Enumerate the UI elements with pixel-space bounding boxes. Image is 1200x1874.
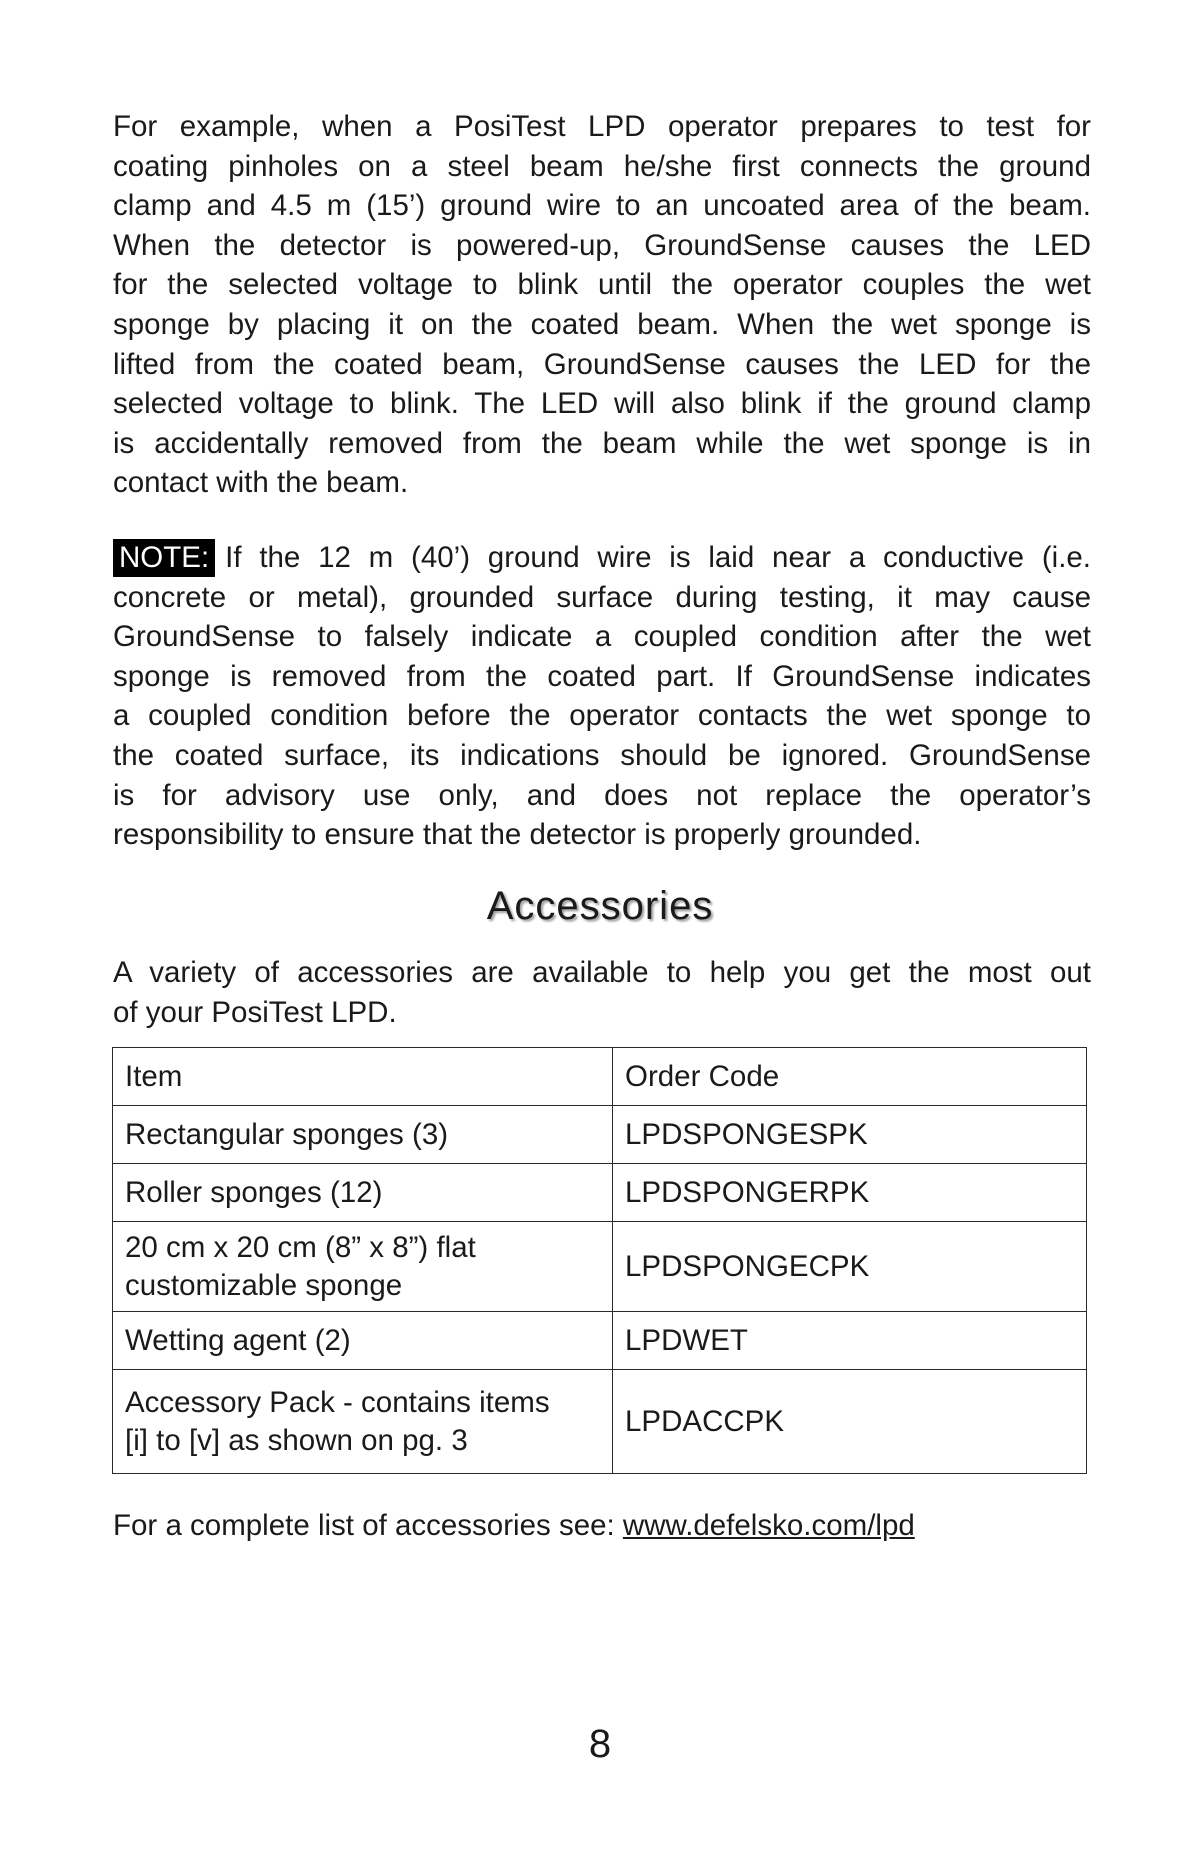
accessories-table [112, 1047, 1087, 1474]
table-row [113, 1222, 1087, 1312]
order-code-cell: LPDSPONGESPK [613, 1106, 1087, 1164]
note-line: responsibility to ensure that the detector is properly grounded. [113, 818, 922, 852]
item-name: Rectangular sponges (3) [125, 1117, 449, 1151]
paragraph-line: clamp and 4.5 m (15’) ground wire to an uncoated area of the beam. [113, 189, 1091, 223]
paragraph-line: for the selected voltage to blink until the operator couples the wet [113, 268, 1091, 302]
note-line: sponge is removed from the coated part. If GroundSense indicates [113, 659, 1091, 693]
header-item: Item [113, 1048, 613, 1106]
section-heading-accessories: Accessories [486, 884, 714, 928]
note-line: GroundSense to falsely indicate a coupled condition after the wet [113, 620, 1091, 654]
order-code-cell: LPDWET [613, 1312, 1087, 1370]
note-line: a coupled condition before the operator contacts the wet sponge to [113, 699, 1091, 733]
item-cell [113, 1312, 613, 1370]
order-code-cell: LPDACCPK [613, 1370, 1087, 1474]
table-row [113, 1370, 1087, 1474]
item-cell [113, 1222, 613, 1312]
table-row [113, 1106, 1087, 1164]
item-cell [113, 1370, 613, 1474]
note-first-line [113, 538, 1091, 578]
order-code-cell: LPDSPONGERPK [613, 1164, 1087, 1222]
table-header-row [113, 1048, 1087, 1106]
note-line: is for advisory use only, and does not replace the operator’s [113, 778, 1091, 812]
paragraph-line: For example, when a PosiTest LPD operator prepares to test for [113, 110, 1091, 143]
paragraph-line: coating pinholes on a steel beam he/she first connects the ground [113, 149, 1091, 183]
accessories-footer [113, 1506, 915, 1546]
item-name-cont: customizable sponge [125, 1268, 403, 1302]
example-paragraph [113, 107, 1091, 503]
table-row [113, 1312, 1087, 1370]
paragraph-line: When the detector is powered-up, GroundSense causes the LED [113, 228, 1091, 262]
page-number: 8 [588, 1722, 612, 1766]
item-name: Roller sponges (12) [125, 1175, 383, 1209]
item-name-cont: [i] to [v] as shown on pg. 3 [125, 1423, 468, 1457]
paragraph-line: lifted from the coated beam, GroundSense causes the LED for the [113, 347, 1091, 381]
header-order-code: Order Code [613, 1048, 1087, 1106]
note-paragraph [113, 538, 1091, 855]
order-code-cell: LPDSPONGECPK [613, 1222, 1087, 1312]
item-name: Accessory Pack - contains items [125, 1385, 550, 1419]
note-line: the coated surface, its indications should be ignored. GroundSense [113, 738, 1091, 772]
note-line: concrete or metal), grounded surface during testing, it may cause [113, 580, 1091, 614]
defelsko-link[interactable]: www.defelsko.com/lpd [622, 1509, 915, 1542]
item-cell [113, 1164, 613, 1222]
table-row [113, 1164, 1087, 1222]
item-cell [113, 1106, 613, 1164]
intro-line: of your PosiTest LPD. [113, 995, 397, 1029]
paragraph-line: contact with the beam. [113, 466, 409, 500]
accessories-intro [113, 953, 1091, 1032]
paragraph-line: selected voltage to blink. The LED will also blink if the ground clamp [113, 387, 1091, 421]
item-name: 20 cm x 20 cm (8” x 8”) flat [125, 1230, 476, 1264]
note-badge: NOTE: [113, 539, 215, 577]
footer-text: For a complete list of accessories see: [113, 1509, 623, 1542]
item-name: Wetting agent (2) [125, 1323, 351, 1357]
note-text: If the 12 m (40’) ground wire is laid near a conductive (i.e. [225, 541, 1091, 574]
intro-line: A variety of accessories are available to help you get the most out [113, 956, 1091, 989]
paragraph-line: is accidentally removed from the beam while the wet sponge is in [113, 426, 1091, 460]
paragraph-line: sponge by placing it on the coated beam. When the wet sponge is [113, 307, 1091, 341]
